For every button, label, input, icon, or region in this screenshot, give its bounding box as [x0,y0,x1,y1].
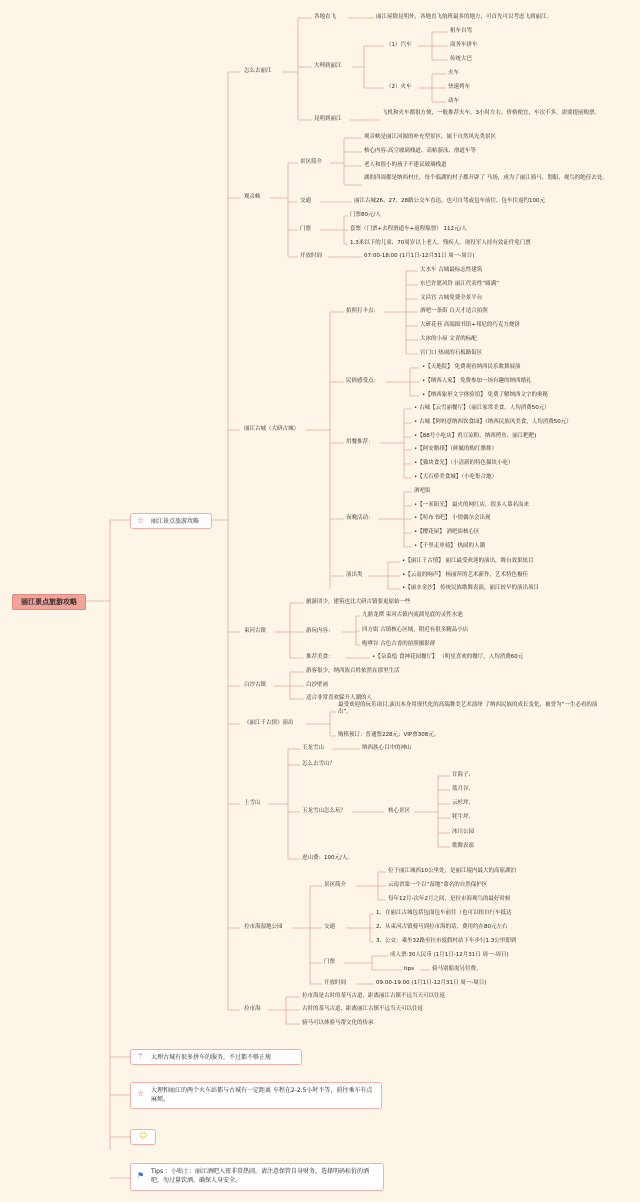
list-item: 酒吧一条街 白天才适合拍照 [420,308,488,314]
list-item: 骑马可以体验马帮文化的传承 [302,1020,374,1026]
list-item: 骑马别船需另付费。 [432,966,482,972]
node-hours-desc: 07:00-18:00 (1月1日-12月31日 周一-周日) [364,253,475,259]
node-wetland-intro[interactable]: 景区简介 [324,882,347,888]
node-mountain-fee: 进山费：100元/人。 [302,855,353,861]
node-direct-flight-desc: 丽江屋除昆明外，各地直飞航班最多的地方，可首先可以考虑飞到丽江。 [376,14,553,20]
list-item: 古时的茶马古道，距离丽江古镇不远当天可以往返 [302,1006,424,1012]
node-how-to-mountain[interactable]: 怎么去雪山？ [302,761,336,767]
node-dali-to-lijiang[interactable]: 大理到丽江 [314,63,342,69]
smiley-icon: ☺ [139,1131,148,1140]
node-wetland-tips: tips [404,966,415,972]
branch-how-to-get-to-lijiang[interactable]: 怎么去丽江 [244,68,272,74]
node-shuhe-food-desc: •【杂菜烩 食神花园餐厅】 （明星喜欢的餐厅，人均消费60元 [372,654,524,660]
star-icon: ☆ [137,1089,145,1098]
list-item: •【云南的响声】 杨丽萍的艺术新作，艺术特色极佳 [402,572,528,578]
node-traffic[interactable]: 交通 [300,198,312,204]
list-item: 云杉坪、 [452,800,475,806]
list-item: 观音峡是丽江河源的补充型景区，属于自然风光类景区 [364,134,497,140]
list-item: 门票80元/人 [350,212,381,218]
branch-lijiang-show[interactable]: 《丽江千古情》演出 [244,720,294,726]
branch-lijiang-old-town[interactable]: 丽江古城（大研古城） [244,426,300,432]
node-night[interactable]: 夜晚活动： [346,515,374,521]
node-wetland-hours[interactable]: 开放时间 [324,980,347,986]
flag-icon: ⚑ [137,1171,145,1180]
branch-lashihai-wetland[interactable]: 拉市海湿地公园 [244,924,283,930]
list-item: 冰川公园 [452,829,475,835]
node-photo-spots[interactable]: 拍照打卡点： [346,308,380,314]
list-item: 大水车 古城最标志性建筑 [420,267,483,273]
node-shows[interactable]: 演出类 [346,572,363,578]
list-item: 白沙壁画 [306,682,329,688]
list-item: 2、从束河古镇骑马到拉市海的话，费用约在80元左右 [376,924,508,930]
node-yulong-desc: 纳西族心目中的神山 [362,745,412,751]
list-item: 咆哮谷 古色古香的拍照摄影群 [362,641,436,647]
branch-guanyin-gorge[interactable]: 观音峡 [244,194,261,200]
list-item: 3、公交：乘坐32路至拉市度假村站下车步行1.3公里即到 [376,938,517,944]
list-item: 1、在丽江古城包括包面包车前往（也可以租自行车抵达 [376,910,512,916]
list-item: 东巴许愿风铃 丽江代表性“圆满” [420,281,499,287]
node-how-to-play[interactable]: 玉龙雪山怎么玩？ [302,808,347,814]
list-item: 快速列车 [448,84,471,90]
node-kunming-to-lijiang[interactable]: 昆明到丽江 [314,116,342,122]
list-item: • 古城【阿妈意纳西饮食园】（纳西民族风美食，人均消费50元） [414,419,572,425]
list-item: •【丽江千古情】 丽江最受欢迎的演出，舞台效果炫目 [402,558,534,564]
list-item: •【千里走单骑】 热闹的人潮 [414,543,485,549]
node-bus[interactable]: （1）汽车 [386,42,412,48]
node-folk-spots[interactable]: 民俗感受点： [346,378,380,384]
guide-node[interactable] [130,513,212,529]
list-item: 酒吧街 [414,488,431,494]
list-item: 官门口 热闹的石板路街区 [420,350,483,356]
star-icon: ☆ [137,516,145,525]
node-train[interactable]: （2）火车 [386,84,412,90]
list-item: 游客很少，纳西族百姓依然在那里生活 [306,668,400,674]
list-item: 牦牛坪、 [452,814,475,820]
list-item: 湖的四周都是纳西村庄，每个临湖的村子都开辟了 马场，成为了丽江骑马、划船、观鸟的绝佳去处。 [364,175,608,181]
node-dining[interactable]: 用餐推荐： [346,439,374,445]
node-hours[interactable]: 开放时间 [300,253,323,259]
list-item: 动车 [448,98,460,104]
branch-lashihai[interactable]: 拉市海 [244,1006,261,1012]
list-item: 核心内容:高空玻璃栈道、高帖游泳、滑道车等 [364,148,476,154]
note-tips[interactable] [130,1163,384,1191]
list-item: •【大石桥美食城】（小吃集合地） [414,474,497,480]
note-emoji[interactable] [130,1129,156,1145]
list-item: 火车 [448,70,460,76]
list-item: • 古城【云雪丽餐厅】（丽江家常美食，人均消费50元） [414,405,550,411]
node-show-desc: 最受欢迎的玩乐项目,演出本身用现代化的高端舞美艺术演绎 了纳西民族的成长变化，被誉为“一生必看的演出”。 [338,702,598,715]
node-shuhe-play[interactable]: 游玩内容： [306,628,334,634]
root-node[interactable]: 丽江景点旅游攻略 [12,594,86,610]
list-item: •【阿安腊排】（鲜腻的购红腊排） [414,446,497,452]
magic-wand-icon: ⚚ [137,1052,145,1061]
node-wetland-traffic[interactable]: 交通 [324,924,336,930]
list-item: 老人和很小的孩子不建议玻璃栈道 [364,162,447,168]
node-wetland-ticket[interactable]: 门票 [324,959,336,965]
node-ticket[interactable]: 门票 [300,226,312,232]
node-core-area[interactable]: 核心景区 [388,808,411,814]
node-shuhe-food[interactable]: 推荐美食： [306,654,334,660]
list-item: 大冰的小屋 文青的标配 [420,336,477,342]
list-item: •【88号小吃店】鸡豆凉粉、纳西烤鱼、丽江粑粑) [414,433,537,439]
list-item: 大研花巷 高端图书馆+邦尼的巧克力烧饼 [420,322,520,328]
list-item: 四方街 古镇核心区域，附近有很多精品小店 [362,627,469,633]
note-carpool[interactable] [130,1049,302,1065]
list-item: 商务车拼车 [450,42,478,48]
list-item: 蓝月谷、 [452,786,475,792]
branch-baisha-town[interactable]: 白沙古镇 [244,682,267,688]
note-carpool-text: 大理古城有很多拼车的服务，不过都不够正规 [151,1054,272,1061]
list-item: •【纳西象形文字体验馆】 免费了解纳西文字的奥秘 [422,392,548,398]
branch-shuhe-town[interactable]: 束河古镇 [244,628,267,634]
list-item: 九鼎龙潭 束河古镇内流淌见底的灵性水池 [362,612,463,618]
note-tips-text: Tips ：小贴士：丽江酒吧入夜非常热闹，请注意保管自身财务，选择明码标价的酒吧，勿过量饮酒，确保人身安全。 [151,1168,369,1184]
list-item: 成人票:30人民币 (1月1日-12月31日 周一-周日) [390,952,509,958]
list-item: 位于丽江城西10公里处，是丽江境内最大的高原湖泊 [388,868,517,874]
node-yulong[interactable]: 玉龙雪山 [302,745,325,751]
list-item: 1.3米以下的儿童、70周岁以上老人、残疾人、现役军人持有效证件免门票 [350,240,531,246]
list-item: 传统大巴 [450,56,473,62]
node-show-price: 购格预订：普通票228元；VIP票308元。 [338,732,440,738]
list-item: •【纳西人家】 免费参加一场有趣的纳西婚礼 [422,378,532,384]
branch-snow-mountain[interactable]: 上雪山 [244,800,261,806]
node-shuhe-desc: 旅游团少，建筑也比大研古镇要更原始一些 [306,599,411,605]
list-item: 套票（门票+去程滑道车+返程船票） 112元/人 [350,226,467,232]
node-direct-flight[interactable]: 各地直飞 [314,14,337,20]
list-item: 甘海子、 [452,772,475,778]
node-kunming-desc: 飞机和火车都很方便，一般推荐火车，3小时左右。价格便宜，车次不多，需要提前购票。 [382,110,601,116]
list-item: •【猫块食光】（小清新的特色猫块小吃） [414,460,514,466]
note-train-station-text: 大理和丽江的两个火车站都与古城有一定距离 车程在2-2.5小时不等，前往乘车有点麻烦。 [151,1087,373,1103]
list-item: •【天地院】 免费观看纳西民乐歌舞展演 [422,364,521,370]
list-item: 租车自驾 [450,28,473,34]
list-item: 每年12月-次年2月之间，是拉市海观鸟的最好时候 [388,896,511,902]
list-item: •【丽水金沙】 传统民族歌舞表演，丽江较早的演出项目 [402,585,539,591]
node-traffic-desc: 丽江古城26、27、28路公交车直达，也可自驾或包车前往，包车往返约100元 [354,198,545,204]
list-item: 文昌宫 古城免费全景平台 [420,295,483,301]
node-scenic-intro[interactable]: 景区简介 [300,159,323,165]
list-item: 适合非常喜欢躲开人潮的人 [306,695,373,701]
list-item: 歌舞表演 [452,843,475,849]
list-item: 云南省第一个以“湿地”命名的自然保护区 [388,882,488,888]
list-item: 拉市海是古时的茶马古道，距离丽江古镇不远当天可以往返 [302,993,446,999]
list-item: •【喧布书吧】 小情偶尔会出现 [414,515,491,521]
note-train-station[interactable] [130,1082,382,1109]
node-wetland-hours-desc: 09:00-19:00 (1月1日-12月31日 周一-周日) [376,980,487,986]
list-item: •【樱花屋】 酒吧街核心区 [414,529,480,535]
guide-node-label: 丽江景点旅游攻略 [151,518,200,525]
list-item: •【一米阳光】 最火的网红店，很多人慕名而来 [414,502,529,508]
